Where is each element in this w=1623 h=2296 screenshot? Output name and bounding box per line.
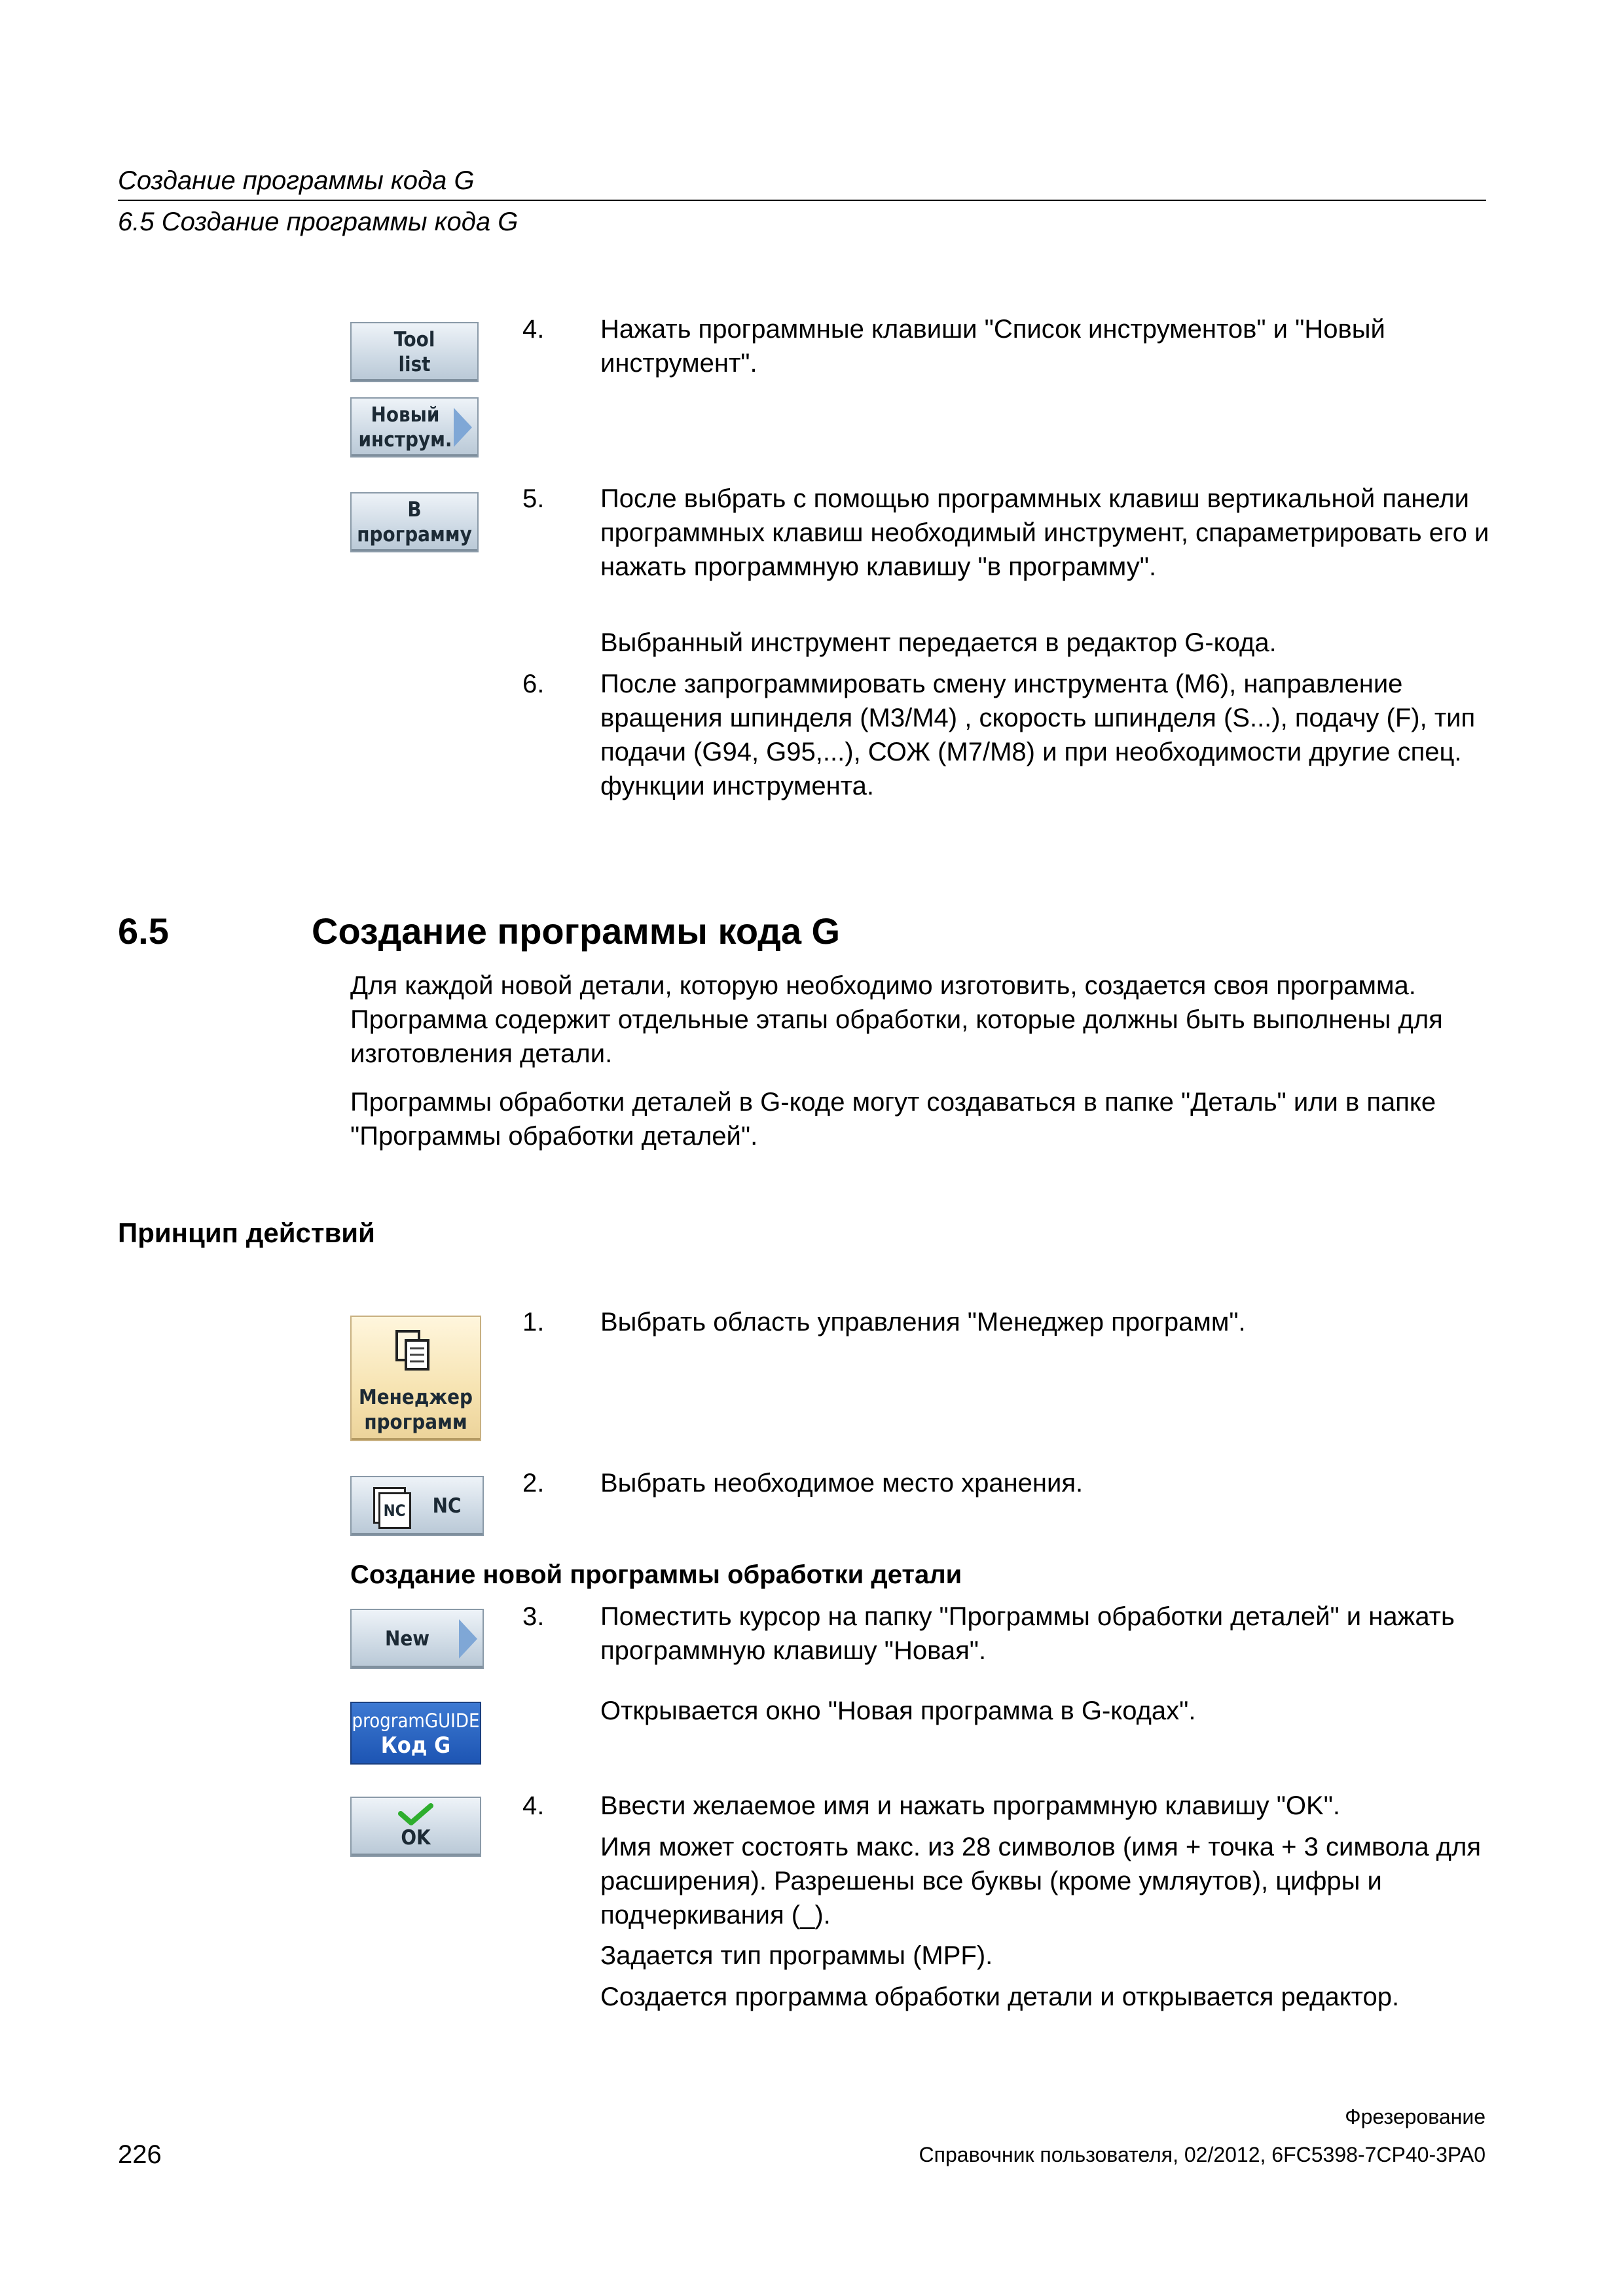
step-number: 6.: [522, 670, 545, 698]
tool-list-softkey[interactable]: [350, 322, 479, 382]
step-number: 4.: [522, 315, 545, 344]
step-note: Создается программа обработки детали и открывается редактор.: [600, 1982, 1400, 2011]
new-softkey[interactable]: [350, 1609, 484, 1669]
arrow-right-icon: [454, 408, 472, 447]
new-tool-softkey[interactable]: [350, 397, 479, 457]
arrow-right-icon: [459, 1619, 477, 1659]
header-rule: [118, 200, 1486, 201]
step-number: 1.: [522, 1308, 545, 1336]
nc-document-icon: [373, 1487, 409, 1525]
program-manager-icon: [393, 1327, 439, 1376]
footer-manual-title: Фрезерование: [1345, 2105, 1486, 2128]
programguide-softkey[interactable]: [350, 1702, 481, 1765]
step-text: Выбрать необходимое место хранения.: [600, 1469, 1084, 1498]
step-number: 3.: [522, 1602, 545, 1631]
step-number: 5.: [522, 484, 545, 513]
paragraph: Для каждой новой детали, которую необходимо изготовить, создается своя программа. Программа содержит отдельные этапы обработки, которые должны быть выполнены для изготовления детали.: [350, 971, 1443, 1068]
step-text: После запрограммировать смену инструмента (M6), направление вращения шпинделя (M3/M4) , скорость шпинделя (S...), подачу (F), тип подачи (G94, G95,...), СОЖ (M7/M8) и при необходимости другие спец. функции инструмента.: [600, 670, 1476, 800]
tool-list-label-2: list: [398, 353, 431, 376]
nc-softkey[interactable]: [350, 1476, 484, 1536]
step-number: 2.: [522, 1469, 545, 1498]
checkmark-icon: [398, 1803, 433, 1825]
programguide-label-1: programGUIDE: [352, 1710, 480, 1732]
step-text: Выбрать область управления "Менеджер программ".: [600, 1308, 1246, 1336]
new-label: New: [384, 1627, 430, 1651]
tool-list-label-1: Tool: [393, 328, 435, 351]
program-manager-label-2: программ: [364, 1410, 467, 1434]
ok-softkey[interactable]: [350, 1797, 481, 1857]
nc-label: NC: [432, 1494, 462, 1518]
programguide-label-2: Код G: [380, 1732, 451, 1759]
running-header-chapter: Создание программы кода G: [118, 166, 475, 195]
step-note: Выбранный инструмент передается в редактор G-кода.: [600, 628, 1277, 657]
paragraph: Программы обработки деталей в G-коде могут создаваться в папке "Деталь" или в папке "Программы обработки деталей".: [350, 1088, 1436, 1151]
to-program-label-1: В: [407, 498, 422, 522]
step-note: Имя может состоять макс. из 28 символов (имя + точка + 3 символа для расширения). Разрешены все буквы (кроме умляутов), цифры и подчеркивания (_).: [600, 1833, 1482, 1929]
to-program-label-2: программу: [357, 523, 472, 547]
principle-heading: Принцип действий: [118, 1217, 375, 1248]
step-text: Ввести желаемое имя и нажать программную клавишу "OK".: [600, 1791, 1340, 1820]
nc-icon-label: NC: [378, 1492, 411, 1529]
section-number: 6.5: [118, 910, 169, 952]
new-tool-label-2: инструм.: [358, 428, 452, 452]
running-header-section: 6.5 Создание программы кода G: [118, 207, 519, 236]
step-number: 4.: [522, 1791, 545, 1820]
step-text: Поместить курсор на папку "Программы обработки деталей" и нажать программную клавишу "Новая".: [600, 1602, 1455, 1665]
footer-manual-info: Справочник пользователя, 02/2012, 6FC5398-7CP40-3PA0: [919, 2143, 1486, 2166]
ok-label: OK: [401, 1826, 431, 1850]
to-program-softkey[interactable]: [350, 492, 479, 552]
program-manager-label-1: Менеджер: [358, 1386, 473, 1409]
section-title: Создание программы кода G: [312, 910, 841, 952]
step-text: После выбрать с помощью программных клавиш вертикальной панели программных клавиш необходимый инструмент, спараметрировать его и нажать программную клавишу "в программу".: [600, 484, 1489, 581]
new-tool-label-1: Новый: [371, 403, 440, 427]
step-note: Задается тип программы (MPF).: [600, 1941, 993, 1970]
step-text: Нажать программные клавиши "Список инструментов" и "Новый инструмент".: [600, 315, 1385, 378]
program-manager-softkey[interactable]: [350, 1316, 481, 1441]
subheading: Создание новой программы обработки детали: [350, 1560, 962, 1589]
page-number: 226: [118, 2140, 162, 2169]
step-note: Открывается окно "Новая программа в G-кодах".: [600, 1696, 1196, 1725]
